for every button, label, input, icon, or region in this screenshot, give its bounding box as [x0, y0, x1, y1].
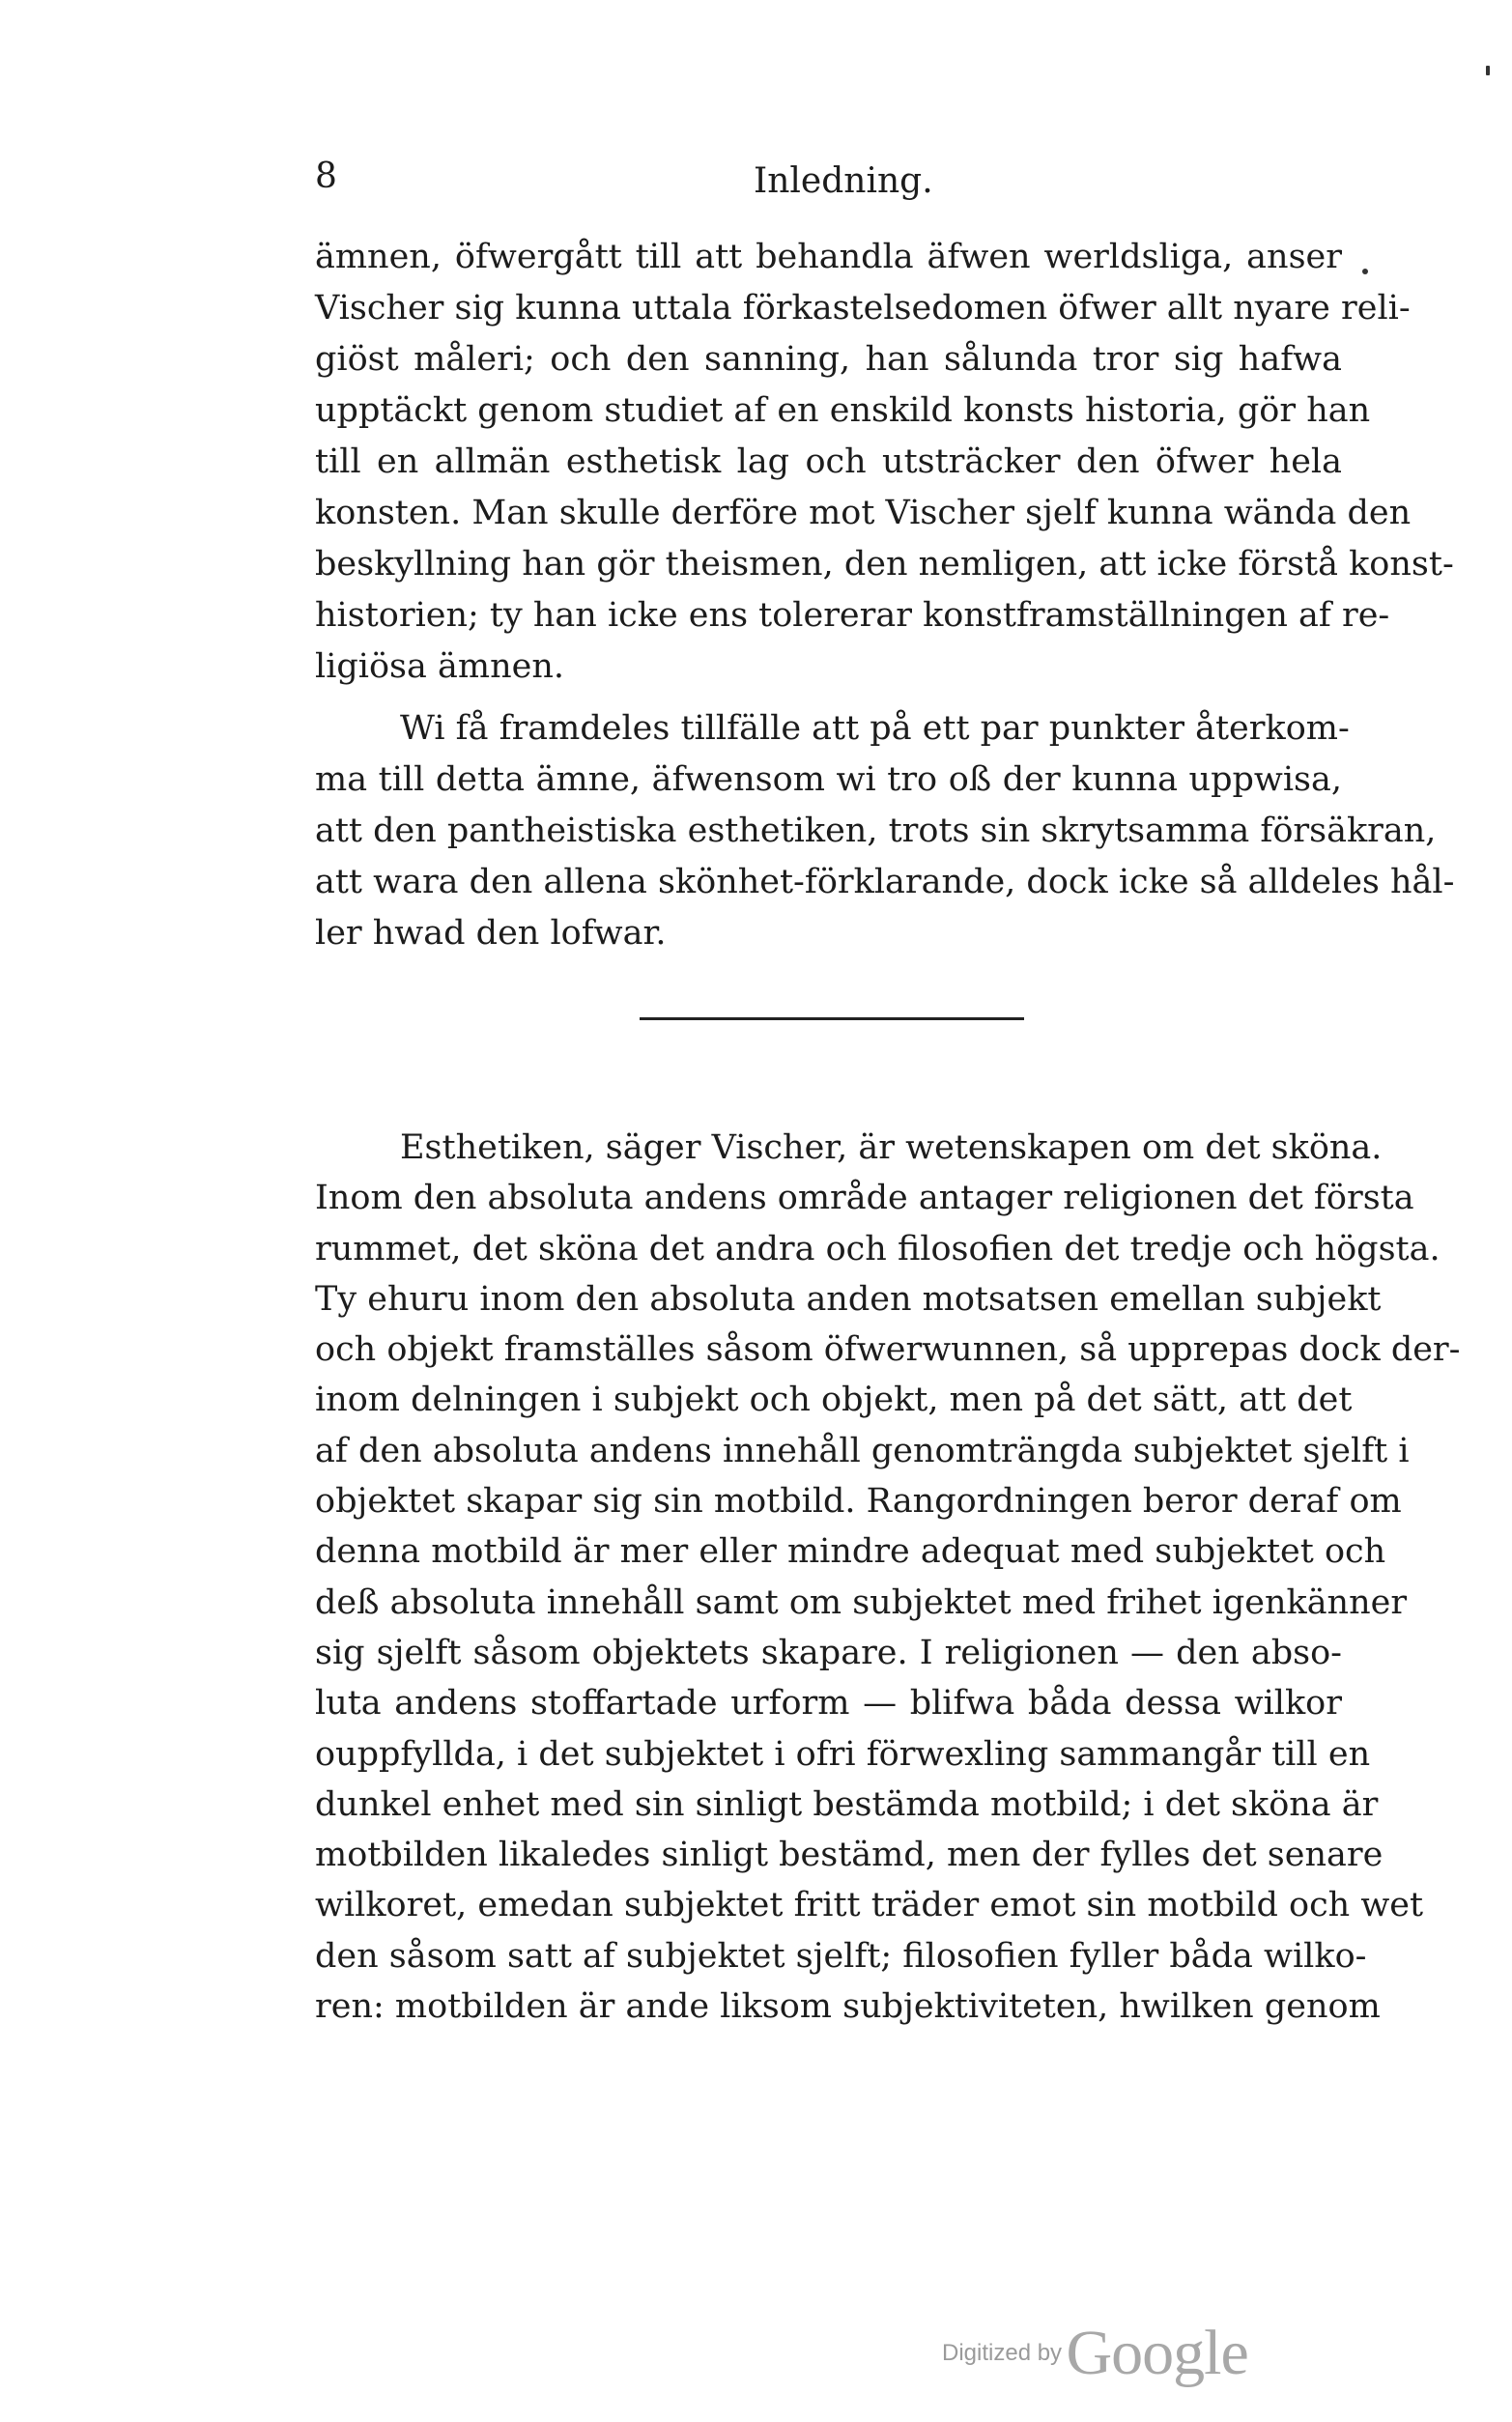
text-line: giöst måleri; och den sanning, han sålunda tror sig hafwa — [315, 340, 1342, 379]
text-line: Esthetiken, säger Vischer, är wetenskapen om det sköna. — [400, 1128, 1383, 1167]
text-line: att wara den allena skönhet-förklarande, dock icke så alldeles hål- — [315, 863, 1455, 901]
text-line: af den absoluta andens innehåll genomträngda subjektet sjelft i — [315, 1431, 1410, 1470]
text-line: ler hwad den lofwar. — [315, 914, 667, 953]
text-line: upptäckt genom studiet af en enskild konsts historia, gör han — [315, 391, 1371, 430]
ink-speck — [1362, 269, 1368, 274]
text-line: dunkel enhet med sin sinligt bestämda motbild; i det sköna är — [315, 1784, 1379, 1824]
google-logo: Google — [1066, 2318, 1248, 2388]
text-line: ouppfyllda, i det subjektet i ofri förwexling sammangår till en — [315, 1734, 1371, 1774]
text-line: denna motbild är mer eller mindre adequat med subjektet och — [315, 1532, 1386, 1572]
text-line: motbilden likaledes sinligt bestämd, men der fylles det senare — [315, 1836, 1384, 1875]
text-line: beskyllning han gör theismen, den nemligen, att icke förstå konst- — [315, 545, 1454, 584]
digitized-by-google-watermark — [942, 2317, 1248, 2390]
text-line: den såsom satt af subjektet sjelft; filosofien fyller båda wilko- — [315, 1936, 1367, 1976]
text-line: ma till detta ämne, äfwensom wi tro oß der kunna uppwisa, — [315, 760, 1342, 799]
text-line: rummet, det sköna det andra och filosofien det tredje och högsta. — [315, 1229, 1441, 1268]
paragraph-2 — [315, 703, 1455, 959]
text-line: historien; ty han icke ens tolererar konstframställningen af re- — [315, 596, 1390, 635]
paragraph-1 — [315, 232, 1454, 693]
page-number: 8 — [315, 157, 337, 196]
text-line: Vischer sig kunna uttala förkastelsedomen öfwer allt nyare reli- — [315, 289, 1411, 328]
text-line: objektet skapar sig sin motbild. Rangordningen beror deraf om — [315, 1482, 1402, 1522]
text-line: Ty ehuru inom den absoluta anden motsatsen emellan subjekt — [315, 1279, 1382, 1319]
text-line: ligiösa ämnen. — [315, 647, 564, 686]
text-line: inom delningen i subjekt och objekt, men på det sätt, att det — [315, 1381, 1353, 1420]
text-line: och objekt framställes såsom öfwerwunnen, så upprepas dock der- — [315, 1330, 1461, 1370]
text-line: luta andens stoffartade urform — blifwa båda dessa wilkor — [315, 1684, 1342, 1724]
ink-speck — [1486, 66, 1490, 75]
text-line: Wi få framdeles tillfälle att på ett par punkter återkom- — [400, 709, 1350, 748]
text-line: till en allmän esthetisk lag och utsträcker den öfwer hela — [315, 442, 1342, 481]
section-divider-rule — [640, 1017, 1024, 1020]
text-line: deß absoluta innehåll samt om subjektet med frihet igenkänner — [315, 1582, 1408, 1622]
text-line: att den pantheistiska esthetiken, trots sin skrytsamma försäkran, — [315, 812, 1437, 850]
text-line: ämnen, öfwergått till att behandla äfwen werldsliga, anser — [315, 238, 1342, 276]
paragraph-3 — [315, 1123, 1461, 2032]
watermark-prefix: Digitized by — [942, 2340, 1063, 2366]
text-line: ren: motbilden är ande liksom subjektiviteten, hwilken genom — [315, 1987, 1381, 2027]
text-line: wilkoret, emedan subjektet fritt träder emot sin motbild och wet — [315, 1886, 1424, 1925]
running-head: Inledning. — [754, 161, 933, 201]
text-line: Inom den absoluta andens område antager religionen det första — [315, 1179, 1414, 1218]
text-line: konsten. Man skulle derföre mot Vischer sjelf kunna wända den — [315, 494, 1412, 532]
text-line: sig sjelft såsom objektets skapare. I religionen — den abso- — [315, 1633, 1342, 1672]
